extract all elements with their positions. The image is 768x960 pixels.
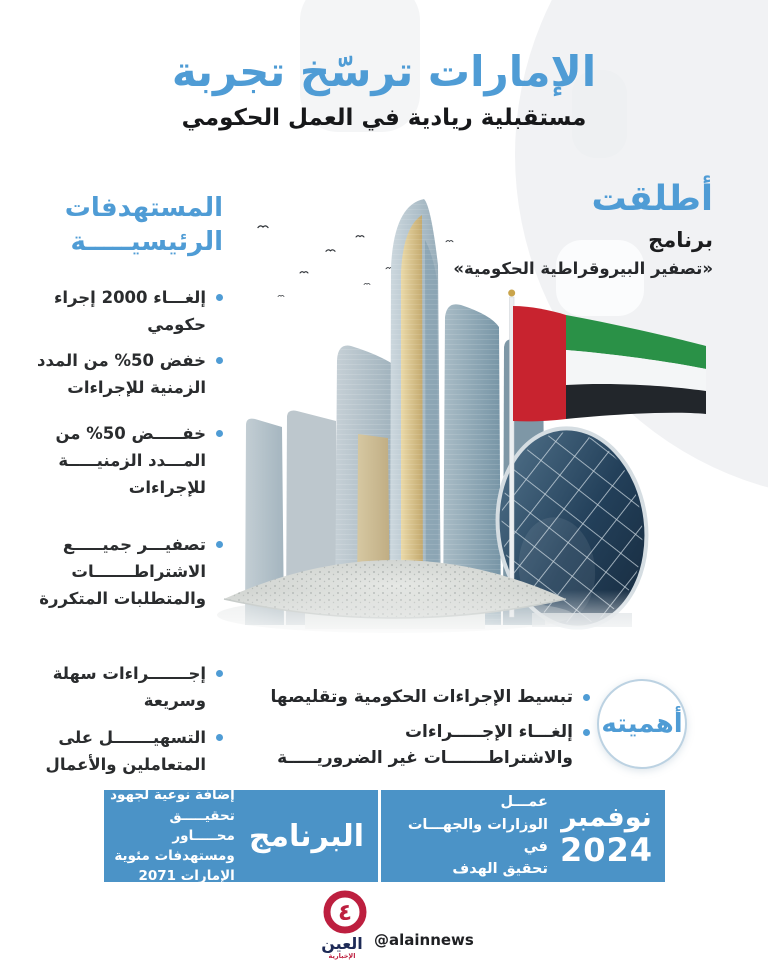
targets-heading bbox=[18, 192, 223, 260]
bullet-dot-icon bbox=[583, 729, 590, 736]
importance-item bbox=[260, 684, 590, 710]
bullet-dot-icon bbox=[216, 357, 223, 364]
target-item-text: تصفيـــر جميـــــع الاشتراطـــــــات والمتطلبات المتكررة bbox=[39, 534, 206, 608]
target-item bbox=[18, 347, 223, 401]
importance-item-text: إلغـــاء الإجـــــراءات والاشتراطـــــــات غير الضروريـــــة bbox=[277, 722, 573, 768]
program-description-line: تحقيـــــق محـــــاور bbox=[169, 807, 235, 844]
bullet-dot-icon bbox=[583, 694, 590, 701]
band-divider bbox=[378, 790, 381, 882]
alain-logo-caption bbox=[306, 936, 378, 960]
target-item-text: خفض 50% من المدد الزمنية للإجراءات bbox=[37, 350, 206, 397]
bullet-dot-icon bbox=[216, 670, 223, 677]
fade-overlay bbox=[210, 590, 750, 675]
targets-list bbox=[18, 284, 223, 778]
target-item bbox=[18, 531, 223, 612]
date-box bbox=[383, 771, 665, 900]
alain-logo-tagline: الإخبارية bbox=[328, 952, 356, 960]
importance-item bbox=[260, 719, 590, 771]
target-item bbox=[18, 724, 223, 778]
date-description-line: تحقيق الهدف المطلوب bbox=[452, 861, 548, 900]
program-description-line: ومستهدفات مئوية bbox=[114, 848, 235, 865]
target-item bbox=[18, 284, 223, 338]
target-item-text: خفـــــض 50% من المـــدد الزمنيـــــة للإجراءات bbox=[55, 423, 206, 497]
bottom-info-band bbox=[104, 771, 665, 900]
alain-logo-text: العين bbox=[321, 934, 363, 953]
bullet-dot-icon bbox=[216, 541, 223, 548]
target-item-text: إلغـــاء 2000 إجراء حكومي bbox=[53, 287, 206, 334]
program-description-line: الإمارات 2071 bbox=[138, 868, 235, 885]
target-item-text: إجـــــــراءات سهلة وسريعة bbox=[52, 663, 206, 710]
targets-heading-line2: الرئيسيـــــة bbox=[70, 226, 223, 257]
date-year: 2024 bbox=[559, 831, 653, 870]
page-subtitle: مستقبلية ريادية في العمل الحكومي bbox=[181, 104, 587, 131]
date-big bbox=[560, 803, 653, 869]
targets-block bbox=[18, 192, 223, 778]
bullet-dot-icon bbox=[216, 294, 223, 301]
date-description bbox=[391, 769, 548, 904]
program-description-line: إضافة نوعية لجهود bbox=[110, 787, 235, 804]
alain-logo-ring-icon bbox=[320, 888, 370, 938]
program-name: «تصفير البيروقراطية الحكومية» bbox=[453, 258, 713, 278]
date-month: نوفمبر bbox=[561, 801, 652, 833]
target-item-text: التسهيـــــــل على المتعاملين والأعمال bbox=[45, 727, 206, 774]
program-box bbox=[104, 787, 378, 885]
target-item bbox=[18, 660, 223, 714]
title-block bbox=[0, 46, 768, 131]
program-box-title: البرنامج bbox=[248, 818, 364, 854]
bullet-dot-icon bbox=[216, 734, 223, 741]
importance-item-text: تبسيط الإجراءات الحكومية وتقليصها bbox=[270, 687, 573, 707]
target-item bbox=[18, 420, 223, 501]
program-description bbox=[110, 785, 235, 886]
targets-heading-line1: المستهدفات bbox=[64, 193, 223, 223]
alain-news-logo-icon bbox=[320, 888, 370, 938]
importance-list bbox=[260, 684, 590, 771]
launch-label: برنامج bbox=[648, 227, 713, 252]
date-description-line: الإعلان عن نتائج عمـــل bbox=[433, 771, 548, 811]
date-description-line: الوزارات والجهـــات في bbox=[407, 816, 548, 855]
bullet-dot-icon bbox=[216, 430, 223, 437]
page-title: الإمارات ترسّخ تجربة bbox=[171, 47, 597, 96]
importance-badge bbox=[597, 679, 687, 769]
importance-badge-label: أهميته bbox=[601, 709, 683, 739]
social-handle: @alainnews bbox=[374, 931, 474, 949]
launch-heading: أطلقت bbox=[591, 179, 713, 219]
svg-text:٤: ٤ bbox=[337, 900, 353, 926]
launch-block bbox=[453, 180, 713, 278]
